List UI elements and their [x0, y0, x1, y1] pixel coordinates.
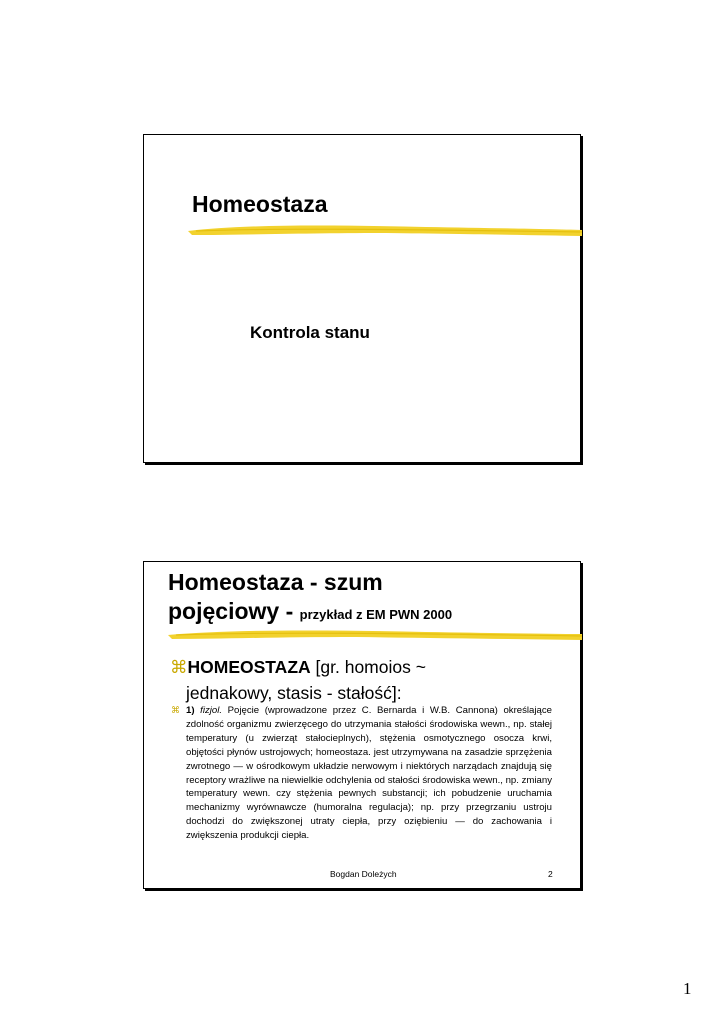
definition-paragraph [186, 704, 552, 843]
slide-title: Homeostaza [192, 191, 328, 217]
term: HOMEOSTAZA [187, 657, 311, 677]
page-number: 1 [683, 979, 692, 998]
footer-author: Bogdan Doleżych [330, 869, 397, 879]
slide-1 [143, 134, 581, 463]
etymology-2: jednakowy, stasis - stałość]: [186, 683, 402, 703]
slide-subtitle: Kontrola stanu [250, 323, 370, 342]
command-bullet-icon: ⌘ [171, 705, 180, 715]
brush-stroke-decoration [166, 626, 582, 642]
brush-stroke-decoration [186, 221, 582, 239]
slide-2 [143, 561, 581, 889]
definition-abbreviation: fizjol. [200, 705, 223, 716]
title-source: przykład z EM PWN 2000 [299, 607, 453, 622]
footer-slide-number: 2 [548, 869, 553, 879]
bullet-definition-heading [170, 654, 470, 706]
definition-number: 1) [186, 705, 195, 716]
title-line-2: pojęciowy - [168, 598, 294, 624]
definition-body: Pojęcie (wprowadzone przez C. Bernarda i W.B. Cannona) określające zdolność organizmu zwierzęcego do utrzymania stałości środowiska wewn., np. stałej temperatury (u zwierząt stałocieplnych), stężenia osmotycznego osocza krwi, objętości płynów ustrojowych; homeostaza. jest utrzymywana na zasadzie sprzężenia zwrotnego — w ośrodkowym układzie nerwowym i niektórych narządach znajdują się receptory wrażliwe na niewielkie odchylenia od stałości środowiska wewn., np. zmiany temperatury wewn. czy stężenia pewnych substancji; ich pobudzenie uruchamia mechanizmy wyrównawcze (humoralna regulacja); np. przy przegrzaniu ustroju dochodzi do zwiększonej utraty ciepła, przy oziębieniu — do zachowania i zwiększenia produkcji ciepła. [186, 705, 552, 842]
slide-title [168, 568, 452, 629]
etymology-1: [gr. homoios ~ [315, 657, 426, 677]
title-line-1: Homeostaza - szum [168, 569, 383, 595]
command-bullet-icon: ⌘ [170, 657, 188, 677]
